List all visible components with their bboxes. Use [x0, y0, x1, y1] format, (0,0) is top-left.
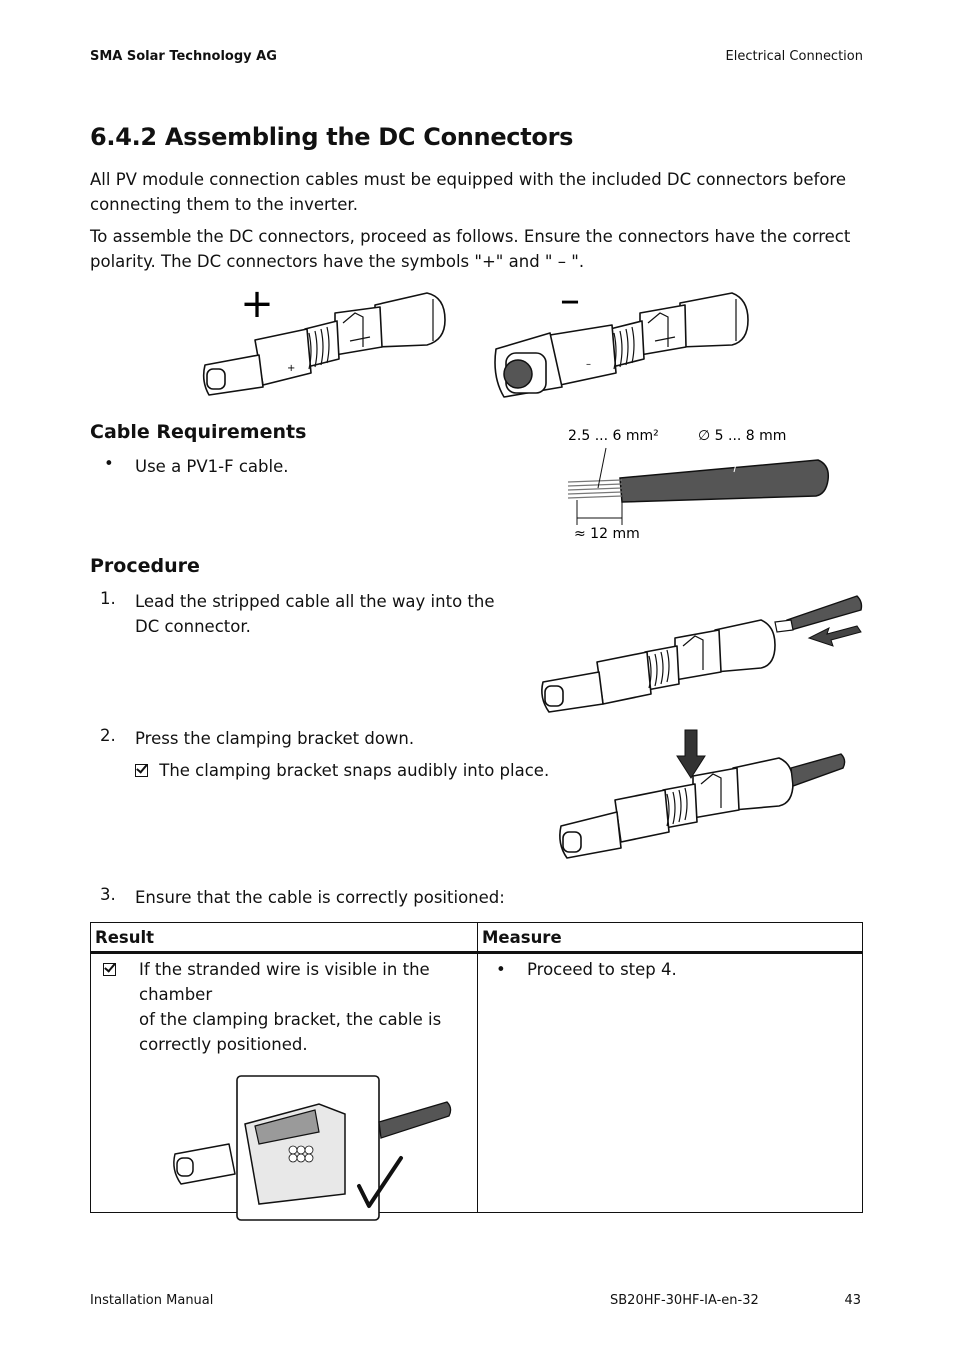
result-line: If the stranded wire is visible in the chamber [139, 960, 430, 1004]
correct-position-illustration [169, 1074, 469, 1224]
cable-requirement-item: Use a PV1-F cable. [135, 457, 289, 476]
plus-connector-illustration [195, 281, 455, 400]
step-2-result [135, 758, 549, 783]
result-measure-table [90, 922, 863, 1213]
measure-cell [478, 953, 863, 1213]
diameter-label: ∅ 5 ... 8 mm [698, 428, 787, 444]
procedure-heading: Procedure [90, 555, 200, 577]
minus-connector-illustration [490, 277, 760, 405]
footer-page-number: 43 [844, 1293, 861, 1308]
cross-section-label: 2.5 ... 6 mm² [568, 428, 659, 444]
cable-requirements-heading: Cable Requirements [90, 421, 307, 443]
result-cell [91, 953, 478, 1213]
step-1-text [135, 589, 495, 639]
result-text [139, 957, 477, 1057]
svg-text:+: + [287, 363, 296, 374]
bullet-marker: • [496, 960, 506, 979]
footer-manual-name: Installation Manual [90, 1293, 214, 1308]
step-number: 2. [100, 726, 116, 745]
table-row [91, 953, 863, 1213]
intro-paragraph-2: To assemble the DC connectors, proceed as follows. Ensure the connectors have the correct polarity. The DC connectors have the symbols "+" and " – ". [90, 227, 851, 271]
header-section: Electrical Connection [725, 49, 863, 64]
step-text-line: Lead the stripped cable all the way into the [135, 592, 495, 611]
checkbox-checked-icon [135, 764, 148, 777]
insert-cable-illustration [535, 590, 865, 715]
press-bracket-illustration [553, 728, 853, 863]
bullet-marker: • [104, 454, 114, 473]
page-title: 6.4.2 Assembling the DC Connectors [90, 123, 574, 151]
checkbox-checked-icon [103, 963, 116, 976]
minus-symbol: – [560, 277, 580, 323]
strip-length-label: ≈ 12 mm [574, 526, 640, 542]
intro-paragraph-1: All PV module connection cables must be equipped with the included DC connectors before connecting them to the inverter. [90, 170, 846, 214]
step-number: 1. [100, 589, 116, 608]
result-line: of the clamping bracket, the cable is [139, 1010, 442, 1029]
plus-symbol: + [240, 281, 274, 327]
step-3-text: Ensure that the cable is correctly positioned: [135, 888, 505, 907]
step-text-line: DC connector. [135, 617, 251, 636]
table-header-row [91, 923, 863, 953]
svg-text:–: – [586, 359, 591, 370]
footer-doc-id: SB20HF-30HF-IA-en-32 [610, 1293, 759, 1308]
header-result: Result [91, 923, 478, 953]
header-measure: Measure [478, 923, 863, 953]
step-result-text: The clamping bracket snaps audibly into place. [159, 761, 550, 780]
measure-text: Proceed to step 4. [527, 960, 677, 979]
cable-dimensions-illustration [560, 420, 840, 550]
result-line: correctly positioned. [139, 1035, 308, 1054]
step-2-text: Press the clamping bracket down. [135, 729, 415, 748]
step-number: 3. [100, 885, 116, 904]
header-company: SMA Solar Technology AG [90, 49, 277, 64]
